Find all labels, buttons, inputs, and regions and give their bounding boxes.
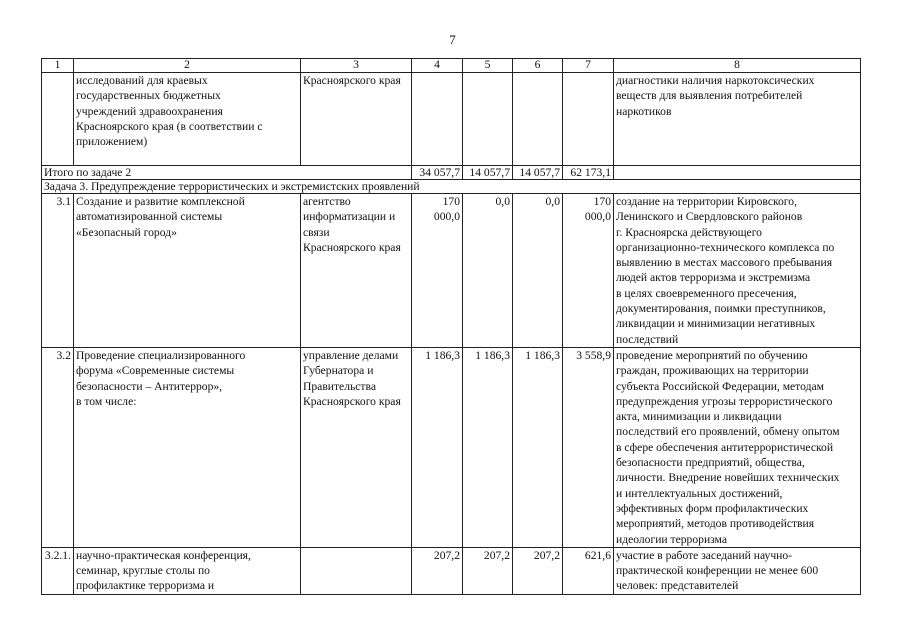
- row-index: 3.2: [42, 348, 74, 548]
- continued-v4-cell: [412, 73, 463, 166]
- row-index: 3.2.1.: [42, 547, 74, 594]
- col-num-2: 2: [74, 59, 301, 73]
- continued-result-cell: диагностики наличия наркотоксических веществ для выявления потребителей наркотиков: [614, 73, 861, 166]
- continued-idx-cell: [42, 73, 74, 166]
- row-value-7: 621,6: [563, 547, 614, 594]
- task-label: Задача 3. Предупреждение террористических и экстремистских проявлений: [42, 180, 861, 194]
- row-value-7: 170 000,0: [563, 194, 614, 348]
- row-value-5: 1 186,3: [463, 348, 513, 548]
- total-v7: 62 173,1: [563, 166, 614, 180]
- row-result: создание на территории Кировского, Ленинского и Свердловского районов г. Красноярска действующего организационно-технического комплекса по выявлению в местах массового пребывания людей актов терроризма и экстремизма в целях своевременного пресечения, документирования, поимки преступников, ликвидации и минимизации негативных последствий: [614, 194, 861, 348]
- continued-exec-cell: Красноярского края: [301, 73, 412, 166]
- table-row: [42, 547, 861, 594]
- column-number-row: [42, 59, 861, 73]
- col-num-5: 5: [463, 59, 513, 73]
- row-name: Создание и развитие комплексной автоматизированной системы «Безопасный город»: [74, 194, 301, 348]
- col-num-1: 1: [42, 59, 74, 73]
- row-value-6: 1 186,3: [513, 348, 563, 548]
- continued-v7-cell: [563, 73, 614, 166]
- row-index: 3.1: [42, 194, 74, 348]
- row-value-4: 207,2: [412, 547, 463, 594]
- program-table: [41, 58, 861, 595]
- row-name: Проведение специализированного форума «Современные системы безопасности – Антитеррор», в том числе:: [74, 348, 301, 548]
- row-name: научно-практическая конференция, семинар, круглые столы по профилактике терроризма и: [74, 547, 301, 594]
- col-num-4: 4: [412, 59, 463, 73]
- row-result: участие в работе заседаний научно- практической конференции не менее 600 человек: представителей: [614, 547, 861, 594]
- row-value-6: 0,0: [513, 194, 563, 348]
- col-num-3: 3: [301, 59, 412, 73]
- continued-v5-cell: [463, 73, 513, 166]
- total-row: [42, 166, 861, 180]
- row-executor: [301, 547, 412, 594]
- col-num-6: 6: [513, 59, 563, 73]
- row-value-5: 0,0: [463, 194, 513, 348]
- row-executor: агентство информатизации и связи Красноярского края: [301, 194, 412, 348]
- total-label: Итого по задаче 2: [42, 166, 412, 180]
- task-row: [42, 180, 861, 194]
- total-v5: 14 057,7: [463, 166, 513, 180]
- row-value-7: 3 558,9: [563, 348, 614, 548]
- total-v4: 34 057,7: [412, 166, 463, 180]
- table-row: [42, 348, 861, 548]
- total-v6: 14 057,7: [513, 166, 563, 180]
- row-executor: управление делами Губернатора и Правительства Красноярского края: [301, 348, 412, 548]
- row-value-5: 207,2: [463, 547, 513, 594]
- col-num-7: 7: [563, 59, 614, 73]
- row-value-4: 1 186,3: [412, 348, 463, 548]
- row-value-6: 207,2: [513, 547, 563, 594]
- continued-name-cell: исследований для краевых государственных бюджетных учреждений здравоохранения Красноярского края (в соответствии с приложением): [74, 73, 301, 166]
- total-result-cell: [614, 166, 861, 180]
- page-number: 7: [449, 32, 456, 47]
- continued-v6-cell: [513, 73, 563, 166]
- row-result: проведение мероприятий по обучению граждан, проживающих на территории субъекта Российской Федерации, методам предупреждения угрозы террористического акта, минимизации и ликвидации последствий его проявлений, обмену опытом в сфере обеспечения антитеррористической безопасности предприятий, общества, личности. Внедрение новейших технических и интеллектуальных достижений, эффективных форм профилактических мероприятий, методов противодействия идеологии терроризма: [614, 348, 861, 548]
- col-num-8: 8: [614, 59, 861, 73]
- table-row: [42, 194, 861, 348]
- continued-row: [42, 73, 861, 166]
- row-value-4: 170 000,0: [412, 194, 463, 348]
